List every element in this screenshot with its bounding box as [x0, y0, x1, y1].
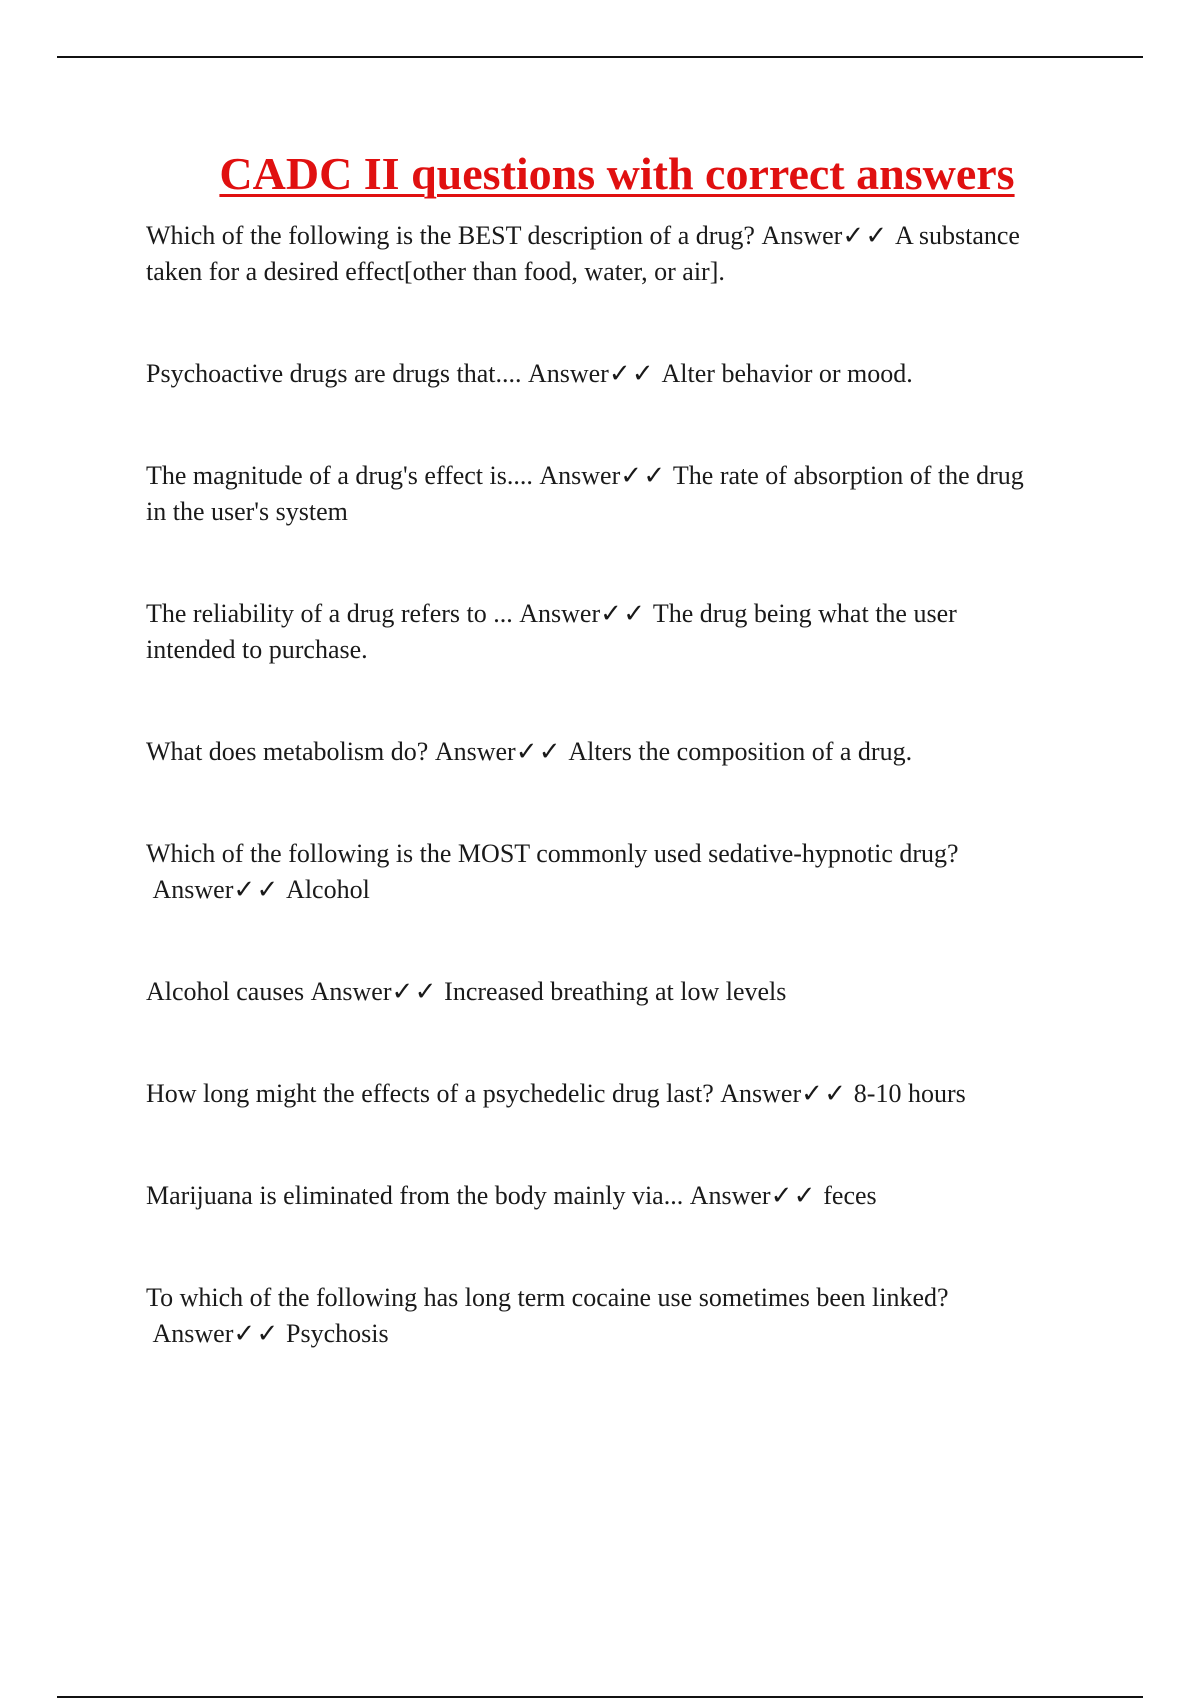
double-check-icon: ✓✓: [391, 977, 438, 1006]
bottom-rule: [57, 1696, 1143, 1698]
qa-item: [146, 218, 1046, 290]
qa-item: [146, 974, 1046, 1010]
question-text: To which of the following has long term cocaine use sometimes been linked?: [146, 1283, 949, 1312]
question-text: Which of the following is the MOST commonly used sedative-hypnotic drug?: [146, 839, 959, 868]
answer-text: Alter behavior or mood.: [661, 359, 913, 388]
double-check-icon: ✓✓: [770, 1181, 817, 1210]
answer-text: Alters the composition of a drug.: [568, 737, 913, 766]
question-text: Alcohol causes: [146, 977, 305, 1006]
answer-text: A substance taken for a desired effect[other than food, water, or air].: [146, 221, 1020, 286]
answer-text: The drug being what the user intended to purchase.: [146, 599, 957, 664]
qa-item: [146, 836, 1046, 908]
question-text: How long might the effects of a psychedelic drug last?: [146, 1079, 714, 1108]
qa-item: [146, 596, 1046, 668]
qa-item: [146, 1280, 1046, 1352]
qa-item: [146, 1076, 1046, 1112]
double-check-icon: ✓✓: [842, 221, 889, 250]
qa-item: [146, 1178, 1046, 1214]
question-text: The reliability of a drug refers to ...: [146, 599, 513, 628]
qa-item: [146, 356, 1046, 392]
double-check-icon: ✓✓: [620, 461, 667, 490]
answer-label: Answer: [527, 359, 609, 388]
answer-text: Alcohol: [286, 875, 370, 904]
question-text: Which of the following is the BEST description of a drug?: [146, 221, 755, 250]
qa-item: [146, 734, 1046, 770]
answer-label: Answer: [152, 875, 234, 904]
answer-text: Increased breathing at low levels: [444, 977, 787, 1006]
question-text: Psychoactive drugs are drugs that....: [146, 359, 522, 388]
question-text: What does metabolism do?: [146, 737, 429, 766]
double-check-icon: ✓✓: [801, 1079, 848, 1108]
double-check-icon: ✓✓: [515, 737, 562, 766]
answer-label: Answer: [434, 737, 516, 766]
answer-text: Psychosis: [286, 1319, 389, 1348]
question-text: Marijuana is eliminated from the body mainly via...: [146, 1181, 684, 1210]
answer-label: Answer: [152, 1319, 234, 1348]
answer-text: 8-10 hours: [853, 1079, 966, 1108]
answer-text: The rate of absorption of the drug in the user's system: [146, 461, 1024, 526]
double-check-icon: ✓✓: [600, 599, 647, 628]
answer-label: Answer: [720, 1079, 802, 1108]
page-title: CADC II questions with correct answers: [219, 148, 1015, 199]
qa-item: [146, 458, 1046, 530]
top-rule: [57, 56, 1143, 58]
answer-label: Answer: [761, 221, 843, 250]
answer-label: Answer: [539, 461, 621, 490]
double-check-icon: ✓✓: [233, 1319, 280, 1348]
double-check-icon: ✓✓: [608, 359, 656, 388]
answer-label: Answer: [519, 599, 601, 628]
answer-text: feces: [823, 1181, 877, 1210]
answer-label: Answer: [310, 977, 392, 1006]
qa-list: [146, 218, 1046, 1418]
answer-label: Answer: [689, 1181, 771, 1210]
question-text: The magnitude of a drug's effect is....: [146, 461, 533, 490]
double-check-icon: ✓✓: [233, 875, 280, 904]
